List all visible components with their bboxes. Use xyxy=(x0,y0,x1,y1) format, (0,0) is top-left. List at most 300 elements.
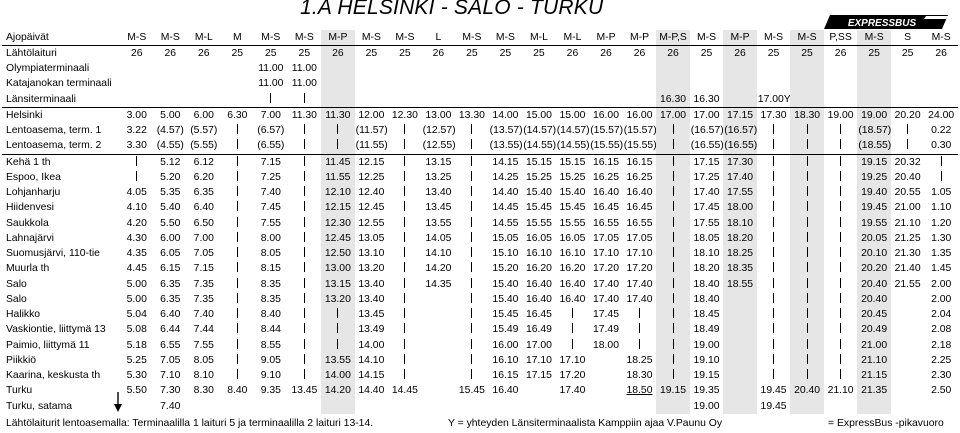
row-label: Salo xyxy=(6,278,27,290)
pass-through-marker xyxy=(673,124,674,134)
pass-through-marker xyxy=(773,217,774,227)
pass-through-marker xyxy=(807,247,808,257)
time-cell: 17.20 xyxy=(626,263,653,275)
time-cell xyxy=(723,92,757,108)
time-cell: 12.55 xyxy=(358,217,385,229)
time-cell xyxy=(288,186,322,201)
time-cell xyxy=(120,62,154,77)
pass-through-marker xyxy=(673,171,674,181)
time-cell: 13.40 xyxy=(425,187,452,199)
time-cell: 14.10 xyxy=(425,248,452,260)
time-cell: 7.30 xyxy=(160,385,181,397)
time-cell: 16.15 xyxy=(589,155,623,171)
time-cell: 1.45 xyxy=(931,263,952,275)
pass-through-marker xyxy=(404,232,405,242)
pass-through-marker xyxy=(404,186,405,196)
time-cell xyxy=(288,216,322,231)
time-cell: 14.00 xyxy=(358,339,385,351)
time-cell: 26 xyxy=(834,47,847,59)
time-cell xyxy=(321,124,355,139)
time-cell xyxy=(455,277,489,292)
time-cell: (14.57) xyxy=(523,125,556,137)
time-cell: 13.00 xyxy=(321,262,355,277)
time-cell: 18.20 xyxy=(693,263,720,275)
time-cell: 17.10 xyxy=(592,248,619,260)
time-cell xyxy=(288,155,322,171)
time-cell: 13.45 xyxy=(358,309,385,321)
time-cell: 26 xyxy=(935,47,947,59)
time-cell xyxy=(422,77,456,92)
pass-through-marker xyxy=(404,217,405,227)
time-cell: M-S xyxy=(154,30,188,46)
time-cell xyxy=(455,186,489,201)
time-cell xyxy=(455,92,489,108)
pass-through-marker xyxy=(807,139,808,149)
pass-through-marker xyxy=(136,156,137,166)
time-cell: 17.45 xyxy=(592,309,619,321)
pass-through-marker xyxy=(673,232,674,242)
time-cell xyxy=(824,186,858,201)
pass-through-marker xyxy=(471,247,472,257)
time-cell: (14.55) xyxy=(556,140,590,152)
time-cell: 20.40 xyxy=(894,171,921,183)
time-cell: 19.15 xyxy=(857,155,891,171)
pass-through-marker xyxy=(773,354,774,364)
pass-through-marker xyxy=(840,232,841,242)
time-cell xyxy=(388,139,422,155)
table-row xyxy=(2,384,958,399)
pass-through-marker xyxy=(673,369,674,379)
time-cell xyxy=(824,338,858,353)
time-cell xyxy=(321,139,355,155)
time-cell: 12.30 xyxy=(321,216,355,231)
time-cell: 13.40 xyxy=(358,278,385,290)
time-cell xyxy=(589,77,623,92)
pass-through-marker xyxy=(404,201,405,211)
time-cell xyxy=(891,139,925,155)
days-header-row xyxy=(2,30,958,46)
time-cell xyxy=(656,323,690,338)
table-row xyxy=(2,77,958,92)
pass-through-marker xyxy=(471,124,472,134)
time-cell xyxy=(656,201,690,216)
time-cell: 7.40 xyxy=(193,309,214,321)
time-cell: 15.25 xyxy=(559,171,586,183)
time-cell xyxy=(187,77,221,92)
time-cell: 18.00 xyxy=(723,201,757,216)
time-cell: M-L xyxy=(522,30,556,46)
time-cell: P,SS xyxy=(824,30,858,46)
time-cell: 26 xyxy=(633,47,646,59)
row-label: Hiidenvesi xyxy=(6,202,54,214)
time-cell: 8.44 xyxy=(260,324,281,336)
time-cell xyxy=(757,292,791,307)
time-cell: 16.00 xyxy=(589,108,623,124)
time-cell xyxy=(824,155,858,171)
time-cell xyxy=(656,353,690,368)
time-cell: M-S xyxy=(388,30,422,46)
time-cell: 25 xyxy=(466,47,478,59)
pass-through-marker xyxy=(773,139,774,149)
pass-through-marker xyxy=(807,217,808,227)
pass-through-marker xyxy=(404,308,405,318)
row-label: Muurla th xyxy=(6,263,50,275)
time-cell: 6.35 xyxy=(160,293,181,305)
time-cell xyxy=(824,369,858,384)
time-cell: L xyxy=(422,30,456,46)
time-cell xyxy=(388,323,422,338)
time-cell xyxy=(422,338,456,353)
time-cell xyxy=(723,399,757,414)
time-cell: 17.40 xyxy=(559,385,586,397)
time-cell: 18.20 xyxy=(723,231,757,246)
pass-through-marker xyxy=(773,247,774,257)
pass-through-marker xyxy=(471,323,472,333)
time-cell: 21.35 xyxy=(857,384,891,399)
time-cell: 26 xyxy=(723,46,757,62)
time-cell xyxy=(455,247,489,262)
time-cell xyxy=(455,369,489,384)
time-cell: 6.12 xyxy=(187,155,221,171)
time-cell: 21.30 xyxy=(894,248,921,260)
time-cell: 14.00 xyxy=(489,108,523,124)
pass-through-marker xyxy=(237,139,238,149)
time-cell: 17.15 xyxy=(525,370,552,382)
time-cell xyxy=(757,186,791,201)
time-cell xyxy=(589,62,623,77)
time-cell xyxy=(388,77,422,92)
time-cell xyxy=(556,308,590,323)
pass-through-marker xyxy=(572,339,573,349)
time-cell xyxy=(388,186,422,201)
time-cell: 7.10 xyxy=(160,370,181,382)
pass-through-marker xyxy=(673,186,674,196)
time-cell xyxy=(723,384,757,399)
time-cell: 11.55 xyxy=(321,170,355,185)
time-cell: S xyxy=(891,30,925,46)
time-cell xyxy=(288,308,322,323)
time-cell: (14.57) xyxy=(556,125,590,137)
pass-through-marker xyxy=(673,308,674,318)
time-cell xyxy=(154,77,188,92)
time-cell: (16.55) xyxy=(690,140,724,152)
pass-through-marker xyxy=(237,293,238,303)
time-cell xyxy=(355,92,389,108)
pass-through-marker xyxy=(840,156,841,166)
time-cell xyxy=(623,338,657,353)
time-cell xyxy=(355,77,389,92)
time-cell: 16.30 xyxy=(656,92,690,108)
time-cell: 7.05 xyxy=(193,248,214,260)
time-cell xyxy=(824,277,858,292)
pass-through-marker xyxy=(404,369,405,379)
time-cell xyxy=(187,62,221,77)
time-cell xyxy=(455,124,489,139)
time-cell: 15.05 xyxy=(492,232,519,244)
time-cell xyxy=(924,77,958,92)
time-cell: 13.55 xyxy=(425,217,452,229)
time-cell: 16.25 xyxy=(626,171,653,183)
time-cell xyxy=(388,308,422,323)
time-cell: 18.40 xyxy=(693,293,720,305)
pass-through-marker xyxy=(304,217,305,227)
time-cell: (4.57) xyxy=(156,125,184,137)
time-cell xyxy=(321,399,355,414)
time-cell: 13.25 xyxy=(425,171,452,183)
pass-through-marker xyxy=(404,139,405,149)
pass-through-marker xyxy=(840,354,841,364)
time-cell: 21.10 xyxy=(894,217,921,229)
table-row xyxy=(2,170,958,185)
time-cell xyxy=(221,124,255,139)
time-cell xyxy=(824,124,858,139)
time-cell: (13.55) xyxy=(489,140,523,152)
time-cell xyxy=(824,247,858,262)
time-cell: 14.45 xyxy=(492,202,519,214)
time-cell: 12.50 xyxy=(321,247,355,262)
time-cell xyxy=(288,369,322,384)
pass-through-marker xyxy=(773,171,774,181)
time-cell: 17.49 xyxy=(592,324,619,336)
time-cell: 14.15 xyxy=(489,155,523,171)
time-cell: 25 xyxy=(901,47,914,59)
time-cell xyxy=(891,338,925,353)
time-cell: 20.49 xyxy=(857,323,891,338)
pass-through-marker xyxy=(237,308,238,318)
pass-through-marker xyxy=(807,278,808,288)
time-cell xyxy=(757,262,791,277)
pass-through-marker xyxy=(304,139,305,149)
time-cell xyxy=(589,384,623,399)
time-cell xyxy=(790,369,824,384)
time-cell: 9.05 xyxy=(260,354,281,366)
time-cell xyxy=(388,369,422,384)
pass-through-marker xyxy=(237,339,238,349)
time-cell: 25 xyxy=(790,46,824,62)
pass-through-marker xyxy=(471,293,472,303)
time-cell: 8.40 xyxy=(260,309,281,321)
time-cell xyxy=(824,262,858,277)
pass-through-marker xyxy=(673,201,674,211)
table-row xyxy=(2,323,958,338)
time-cell xyxy=(790,170,824,185)
time-cell xyxy=(790,231,824,246)
pass-through-marker xyxy=(807,124,808,134)
time-cell xyxy=(824,399,858,414)
time-cell xyxy=(656,399,690,414)
time-cell: 1.05 xyxy=(931,187,952,199)
time-cell: 18.50 xyxy=(626,385,653,397)
time-cell: 17.55 xyxy=(723,186,757,201)
time-cell: 21.55 xyxy=(894,278,921,290)
time-cell: (16.55) xyxy=(723,139,757,155)
time-cell xyxy=(924,399,958,414)
time-cell: 20.40 xyxy=(857,277,891,292)
time-cell: 12.45 xyxy=(358,202,385,214)
row-label: Turku xyxy=(6,385,33,397)
row-label: Kehä 1 th xyxy=(2,155,120,171)
time-cell: 11.00 xyxy=(258,78,284,90)
time-cell: 19.45 xyxy=(857,201,891,216)
time-cell: 18.05 xyxy=(693,232,720,244)
time-cell xyxy=(723,338,757,353)
time-cell xyxy=(288,92,322,108)
time-cell xyxy=(790,323,824,338)
time-cell: 16.55 xyxy=(626,217,653,229)
down-arrow-icon xyxy=(113,392,123,412)
time-cell xyxy=(757,247,791,262)
time-cell xyxy=(790,308,824,323)
time-cell xyxy=(723,369,757,384)
pass-through-marker xyxy=(404,247,405,257)
time-cell xyxy=(690,62,724,77)
pass-through-marker xyxy=(304,93,305,103)
pass-through-marker xyxy=(471,339,472,349)
time-cell: 6.50 xyxy=(193,217,214,229)
pass-through-marker xyxy=(237,186,238,196)
pass-through-marker xyxy=(840,262,841,272)
row-label: Suomusjärvi, 110-tie xyxy=(6,248,100,260)
pass-through-marker xyxy=(237,171,238,181)
time-cell xyxy=(120,170,154,185)
time-cell: 17.40 xyxy=(592,293,619,305)
time-cell xyxy=(455,139,489,155)
time-cell xyxy=(924,170,958,185)
time-cell: (18.57) xyxy=(857,124,891,139)
time-cell: M-S xyxy=(120,30,154,46)
time-cell xyxy=(288,292,322,307)
row-label: Länsiterminaali xyxy=(6,93,76,105)
time-cell: 16.45 xyxy=(626,202,653,214)
time-cell: (15.57) xyxy=(590,125,623,137)
time-cell: M-P xyxy=(321,30,355,46)
pass-through-marker xyxy=(773,339,774,349)
time-cell xyxy=(857,77,891,92)
time-cell xyxy=(288,353,322,368)
time-cell xyxy=(388,277,422,292)
pass-through-marker xyxy=(471,171,472,181)
time-cell: 5.25 xyxy=(126,354,147,366)
time-cell: 17.05 xyxy=(626,232,653,244)
pass-through-marker xyxy=(404,354,405,364)
time-cell: 16.15 xyxy=(492,370,519,382)
pass-through-marker xyxy=(404,323,405,333)
time-cell xyxy=(656,170,690,185)
row-label: Lentoasema, term. 1 xyxy=(6,125,102,137)
time-cell: (14.55) xyxy=(523,140,556,152)
table-row xyxy=(2,277,958,292)
time-cell: 5.04 xyxy=(126,309,147,321)
pass-through-marker xyxy=(471,186,472,196)
time-cell: 11.45 xyxy=(321,155,355,171)
time-cell: 6.30 xyxy=(221,108,255,124)
time-cell xyxy=(656,231,690,246)
time-cell: 6.15 xyxy=(160,263,181,275)
pass-through-marker xyxy=(471,369,472,379)
row-label: Salo xyxy=(6,293,27,305)
time-cell: 14.40 xyxy=(492,187,519,199)
time-cell xyxy=(388,155,422,171)
time-cell: 14.40 xyxy=(358,385,385,397)
pass-through-marker xyxy=(304,339,305,349)
time-cell xyxy=(422,399,456,414)
pass-through-marker xyxy=(304,156,305,166)
time-cell: 16.49 xyxy=(525,324,552,336)
table-row xyxy=(2,216,958,231)
time-cell: M-S xyxy=(924,30,958,46)
time-cell xyxy=(790,247,824,262)
pass-through-marker xyxy=(337,323,338,333)
time-cell xyxy=(824,308,858,323)
time-cell: 17.20 xyxy=(592,263,619,275)
time-cell: 17.15 xyxy=(690,155,724,171)
time-cell: 17.40 xyxy=(626,293,653,305)
time-cell xyxy=(221,216,255,231)
time-cell: 19.00 xyxy=(857,108,891,124)
time-cell: 19.00 xyxy=(824,108,858,124)
time-cell: 26 xyxy=(432,47,445,59)
pass-through-marker xyxy=(237,247,238,257)
time-cell: 8.00 xyxy=(260,232,281,244)
time-cell: 8.10 xyxy=(193,370,214,382)
pass-through-marker xyxy=(471,308,472,318)
time-cell xyxy=(556,92,590,108)
pass-through-marker xyxy=(673,339,674,349)
pass-through-marker xyxy=(807,308,808,318)
time-cell xyxy=(824,231,858,246)
pass-through-marker xyxy=(807,369,808,379)
time-cell: 15.40 xyxy=(559,187,586,199)
time-cell xyxy=(221,247,255,262)
time-cell: 2.25 xyxy=(931,354,952,366)
time-cell xyxy=(790,139,824,155)
time-cell: 15.45 xyxy=(525,202,552,214)
time-cell: 7.40 xyxy=(260,187,281,199)
time-cell xyxy=(154,92,188,108)
time-cell: 9.10 xyxy=(260,370,281,382)
time-cell xyxy=(388,216,422,231)
table-row xyxy=(2,262,958,277)
pass-through-marker xyxy=(773,124,774,134)
logo-text: EXPRESSBUS xyxy=(847,18,917,29)
time-cell xyxy=(221,262,255,277)
time-cell: 7.15 xyxy=(254,155,288,171)
time-cell: 17.00 xyxy=(690,108,724,124)
time-cell xyxy=(824,170,858,185)
time-cell xyxy=(757,353,791,368)
time-cell xyxy=(221,62,255,77)
pass-through-marker xyxy=(773,186,774,196)
table-row xyxy=(2,46,958,62)
time-cell xyxy=(321,92,355,108)
time-cell xyxy=(891,308,925,323)
time-cell: 8.35 xyxy=(260,278,281,290)
time-cell: 14.00 xyxy=(321,369,355,384)
time-cell xyxy=(589,92,623,108)
time-cell: 18.30 xyxy=(790,108,824,124)
time-cell xyxy=(522,62,556,77)
time-cell: 5.18 xyxy=(126,339,147,351)
time-cell xyxy=(556,338,590,353)
time-cell xyxy=(154,62,188,77)
time-cell xyxy=(656,216,690,231)
time-cell: 21.00 xyxy=(894,202,921,214)
time-cell xyxy=(857,62,891,77)
footer-platform-note: Lähtölaiturit lentoasemalla: Terminaalilla 1 laituri 5 ja terminaalilla 2 laituri 13-14. xyxy=(6,418,374,429)
time-cell: 25 xyxy=(399,47,411,59)
time-cell: 13.20 xyxy=(321,292,355,307)
pass-through-marker xyxy=(237,156,238,166)
